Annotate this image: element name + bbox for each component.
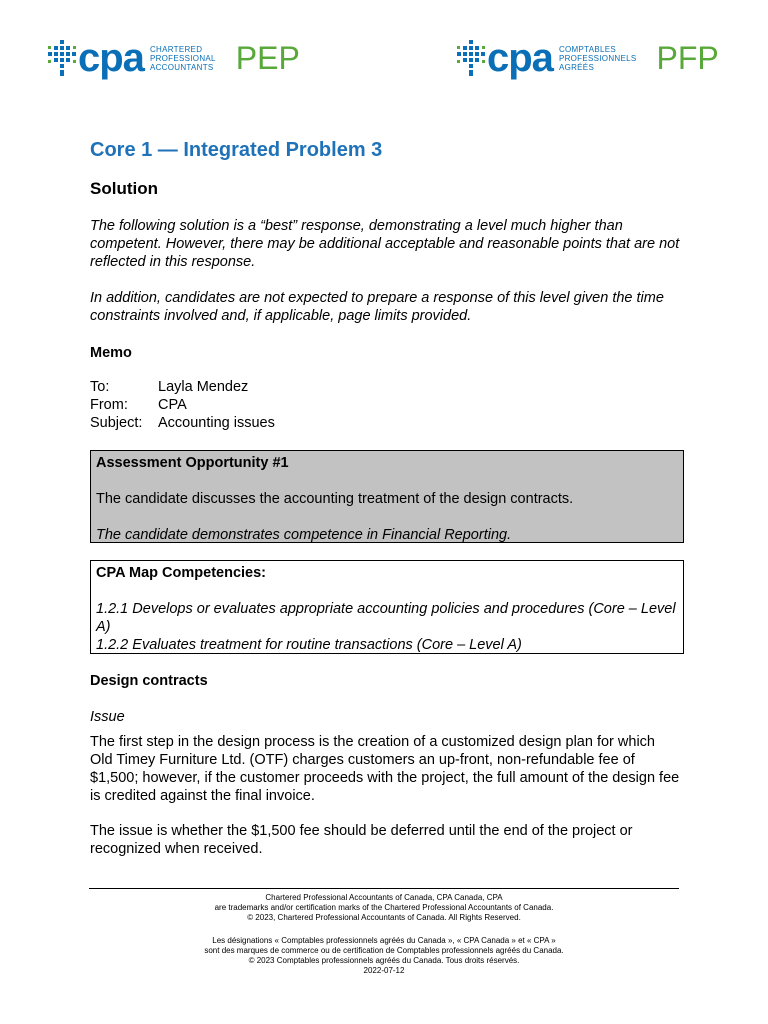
intro-paragraph-1: The following solution is a “best” response, demonstrating a level much higher than competent. However, there may be additional acceptable and reasonable points that are not reflected in this response. <box>90 218 680 270</box>
memo-from-value: CPA <box>158 397 187 413</box>
memo-subject-row <box>90 414 275 432</box>
memo-subject-value: Accounting issues <box>158 415 275 431</box>
footer-en-line-1: Chartered Professional Accountants of Canada, CPA Canada, CPA <box>265 893 503 902</box>
solution-heading: Solution <box>90 179 158 198</box>
intro-paragraph-2: In addition, candidates are not expected to prepare a response of this level given the time constraints involved and, if applicable, page limits provided. <box>90 290 664 324</box>
cpa-wordmark: cpa <box>487 36 553 80</box>
issue-paragraph-1: The first step in the design process is the creation of a customized design plan for which Old Timey Furniture Ltd. (OTF) charges customers an up-front, non-refundable fee of $1,500; however, if the customer proceeds with the project, the full amount of the design fee is credited against the final invoice. <box>90 734 680 804</box>
footer-divider <box>89 888 679 889</box>
maple-leaf-dots-icon <box>455 38 487 78</box>
logo-line-1: COMPTABLES <box>558 44 617 54</box>
assessment-heading: Assessment Opportunity #1 <box>96 455 289 471</box>
memo-heading: Memo <box>90 345 132 361</box>
footer-date: 2022-07-12 <box>363 966 405 975</box>
document-title: Core 1 — Integrated Problem 3 <box>90 139 383 161</box>
assessment-line-2: The candidate demonstrates competence in Financial Reporting. <box>96 527 512 543</box>
footer-fr-line-1: Les désignations « Comptables professionnels agréés du Canada », « CPA Canada » et « CPA » <box>212 936 556 945</box>
competency-item-2: 1.2.2 Evaluates treatment for routine transactions (Core – Level A) <box>96 637 522 653</box>
footer-english <box>89 893 679 923</box>
cpa-pep-logo <box>46 38 300 78</box>
logo-subtitle <box>559 45 637 72</box>
logo-line-3: AGRÉÉS <box>558 62 595 72</box>
competency-item-1: 1.2.1 Develops or evaluates appropriate accounting policies and procedures (Core – Level A) <box>96 601 676 635</box>
memo-from-label: From: <box>90 397 128 413</box>
cpa-wordmark: cpa <box>78 36 144 80</box>
footer-en-line-3: © 2023, Chartered Professional Accountants of Canada. All Rights Reserved. <box>247 913 521 922</box>
program-label: PEP <box>235 40 300 76</box>
logo-line-3: ACCOUNTANTS <box>149 62 214 72</box>
assessment-opportunity-box <box>90 450 684 543</box>
program-label: PFP <box>656 40 719 76</box>
issue-label: Issue <box>90 709 125 725</box>
competencies-heading: CPA Map Competencies: <box>96 565 266 581</box>
memo-from-row <box>90 396 275 414</box>
memo-to-value: Layla Mendez <box>158 379 249 395</box>
cpa-map-competencies-box <box>90 560 684 654</box>
footer-french <box>89 936 679 976</box>
footer-fr-line-3: © 2023 Comptables professionnels agréés du Canada. Tous droits réservés. <box>248 956 520 965</box>
memo-to-label: To: <box>90 379 110 395</box>
section-heading: Design contracts <box>90 673 208 689</box>
logo-line-2: PROFESSIONNELS <box>558 53 637 63</box>
logo-line-1: CHARTERED <box>149 44 203 54</box>
maple-leaf-dots-icon <box>46 38 78 78</box>
footer-fr-line-2: sont des marques de commerce ou de certification de Comptables professionnels agréés du Canada. <box>204 946 564 955</box>
footer-en-line-2: are trademarks and/or certification marks of the Chartered Professional Accountants of Canada. <box>214 903 554 912</box>
assessment-line-1: The candidate discusses the accounting treatment of the design contracts. <box>96 491 574 507</box>
memo-header <box>90 378 275 432</box>
memo-subject-label: Subject: <box>90 415 143 431</box>
logo-subtitle <box>150 45 216 72</box>
issue-paragraph-2: The issue is whether the $1,500 fee should be deferred until the end of the project or recognized when received. <box>90 823 633 857</box>
cpa-pfp-logo <box>455 38 719 78</box>
logo-line-2: PROFESSIONAL <box>149 53 216 63</box>
memo-to-row <box>90 378 275 396</box>
